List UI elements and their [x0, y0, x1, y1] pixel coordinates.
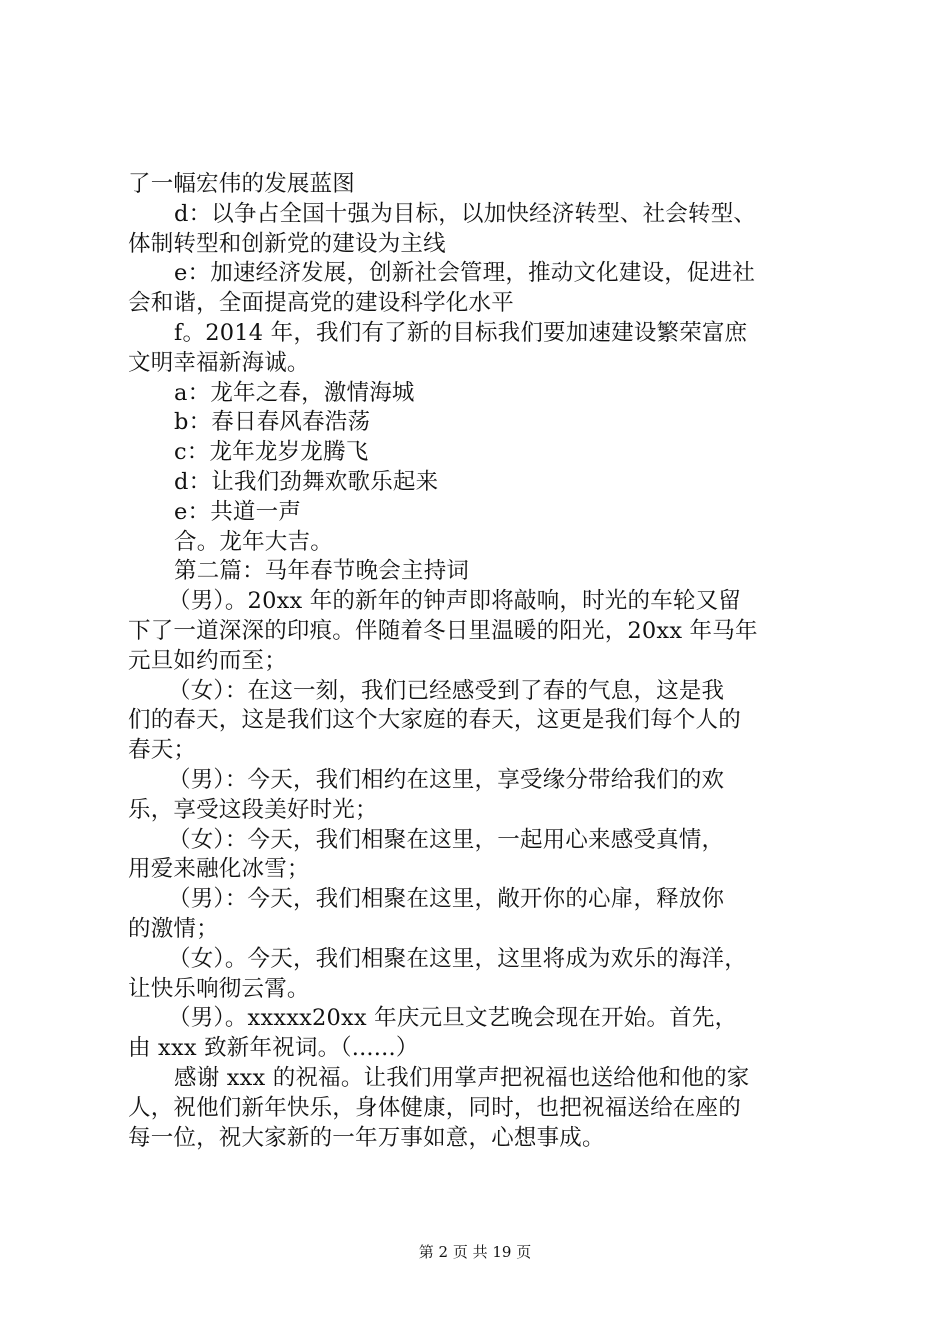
text-line: b：春日春风春浩荡 [174, 409, 371, 436]
text-line: （男）：今天，我们相聚在这里，敞开你的心扉，释放你 [168, 886, 725, 913]
page-footer: 第 2 页 共 19 页 [418, 1243, 532, 1261]
text-line: （女）：在这一刻，我们已经感受到了春的气息，这是我 [168, 677, 725, 704]
text-line: c：龙年龙岁龙腾飞 [174, 439, 369, 466]
text-line: 用爱来融化冰雪； [128, 856, 310, 883]
text-line: 们的春天，这是我们这个大家庭的春天，这更是我们每个人的 [128, 707, 741, 734]
text-line: f。2014 年，我们有了新的目标我们要加速建设繁荣富庶 [174, 319, 748, 346]
text-line: 第二篇：马年春节晚会主持词 [174, 558, 470, 585]
text-line: 让快乐响彻云霄。 [128, 975, 310, 1002]
text-line: d：让我们劲舞欢歌乐起来 [174, 468, 439, 495]
text-line: 元旦如约而至； [128, 647, 287, 674]
text-line: 文明幸福新海诚。 [128, 349, 310, 376]
text-line: 感谢 xxx 的祝福。让我们用掌声把祝福也送给他和他的家 [174, 1064, 750, 1091]
text-line: 下了一道深深的印痕。伴随着冬日里温暖的阳光，20xx 年马年 [128, 617, 758, 644]
text-line: 体制转型和创新党的建设为主线 [128, 230, 446, 257]
text-line: a：龙年之春，激情海城 [174, 379, 415, 406]
text-line: 会和谐，全面提高党的建设科学化水平 [128, 290, 514, 317]
text-line: （男）。20xx 年的新年的钟声即将敲响，时光的车轮又留 [168, 588, 742, 615]
text-line: d：以争占全国十强为目标，以加快经济转型、社会转型、 [174, 200, 757, 227]
document-body [128, 170, 828, 1153]
text-line: 人，祝他们新年快乐，身体健康，同时，也把祝福送给在座的 [128, 1094, 741, 1121]
text-line: （女）：今天，我们相聚在这里，一起用心来感受真情， [168, 826, 725, 853]
text-line: （男）：今天，我们相约在这里，享受缘分带给我们的欢 [168, 766, 725, 793]
text-line: e：加速经济发展，创新社会管理，推动文化建设，促进社 [174, 260, 756, 287]
text-line: 合。龙年大吉。 [174, 528, 333, 555]
text-line: e：共道一声 [174, 498, 302, 525]
text-line: （女）。今天，我们相聚在这里，这里将成为欢乐的海洋， [168, 945, 747, 972]
text-line: 每一位，祝大家新的一年万事如意，心想事成。 [128, 1124, 605, 1151]
text-line: 的激情； [128, 915, 219, 942]
text-line: 了一幅宏伟的发展蓝图 [128, 171, 356, 197]
text-line: （男）。xxxxx20xx 年庆元旦文艺晚会现在开始。首先， [168, 1005, 738, 1032]
text-line: 乐，享受这段美好时光； [128, 796, 378, 823]
text-line: 春天； [128, 737, 197, 764]
text-line: 由 xxx 致新年祝词。（......） [128, 1035, 419, 1062]
